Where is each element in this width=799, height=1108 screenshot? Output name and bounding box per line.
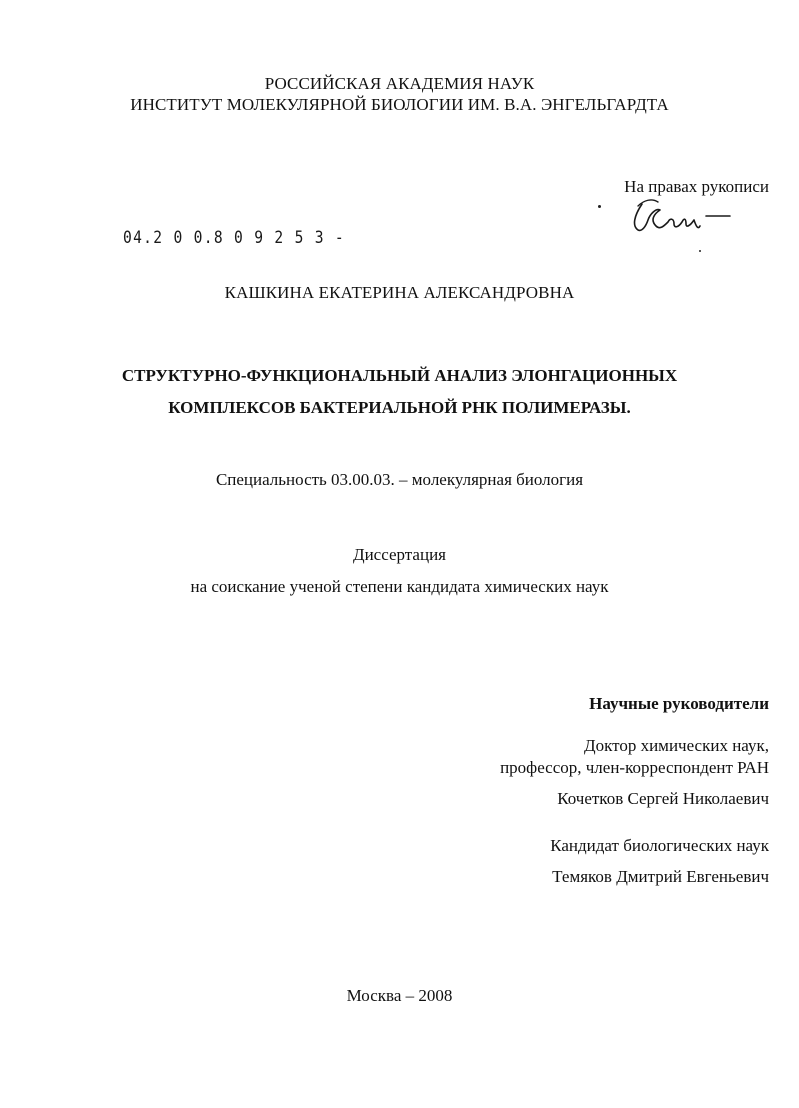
scan-speck <box>699 250 701 252</box>
supervisor-2-degree: Кандидат биологических наук <box>550 836 769 855</box>
rights-note: На правах рукописи <box>624 177 769 196</box>
degree-sought: на соискание ученой степени кандидата химических наук <box>190 577 609 596</box>
place-and-year: Москва – 2008 <box>346 986 453 1005</box>
supervisor-1-degree: Доктор химических наук, <box>584 736 769 755</box>
document-type: Диссертация <box>352 545 446 564</box>
signature <box>628 196 738 242</box>
institute-name: ИНСТИТУТ МОЛЕКУЛЯРНОЙ БИОЛОГИИ ИМ. В.А. ЭНГЕЛЬГАРДТА <box>130 95 669 114</box>
supervisor-1-name: Кочетков Сергей Николаевич <box>557 789 769 808</box>
registration-stamp: 04.2 0 0.8 0 9 2 5 3 - <box>123 228 346 248</box>
dissertation-title-line-1: СТРУКТУРНО-ФУНКЦИОНАЛЬНЫЙ АНАЛИЗ ЭЛОНГАЦИОННЫХ <box>121 366 678 385</box>
author-name: КАШКИНА ЕКАТЕРИНА АЛЕКСАНДРОВНА <box>224 283 575 302</box>
specialty: Специальность 03.00.03. – молекулярная биология <box>215 470 584 489</box>
supervisor-1-position: профессор, член-корреспондент РАН <box>500 758 769 777</box>
supervisors-heading: Научные руководители <box>589 694 769 713</box>
supervisor-2-name: Темяков Дмитрий Евгеньевич <box>552 867 769 886</box>
institution-name: РОССИЙСКАЯ АКАДЕМИЯ НАУК <box>264 74 535 93</box>
scan-speck <box>598 205 601 208</box>
dissertation-title-line-2: КОМПЛЕКСОВ БАКТЕРИАЛЬНОЙ РНК ПОЛИМЕРАЗЫ. <box>168 398 631 417</box>
